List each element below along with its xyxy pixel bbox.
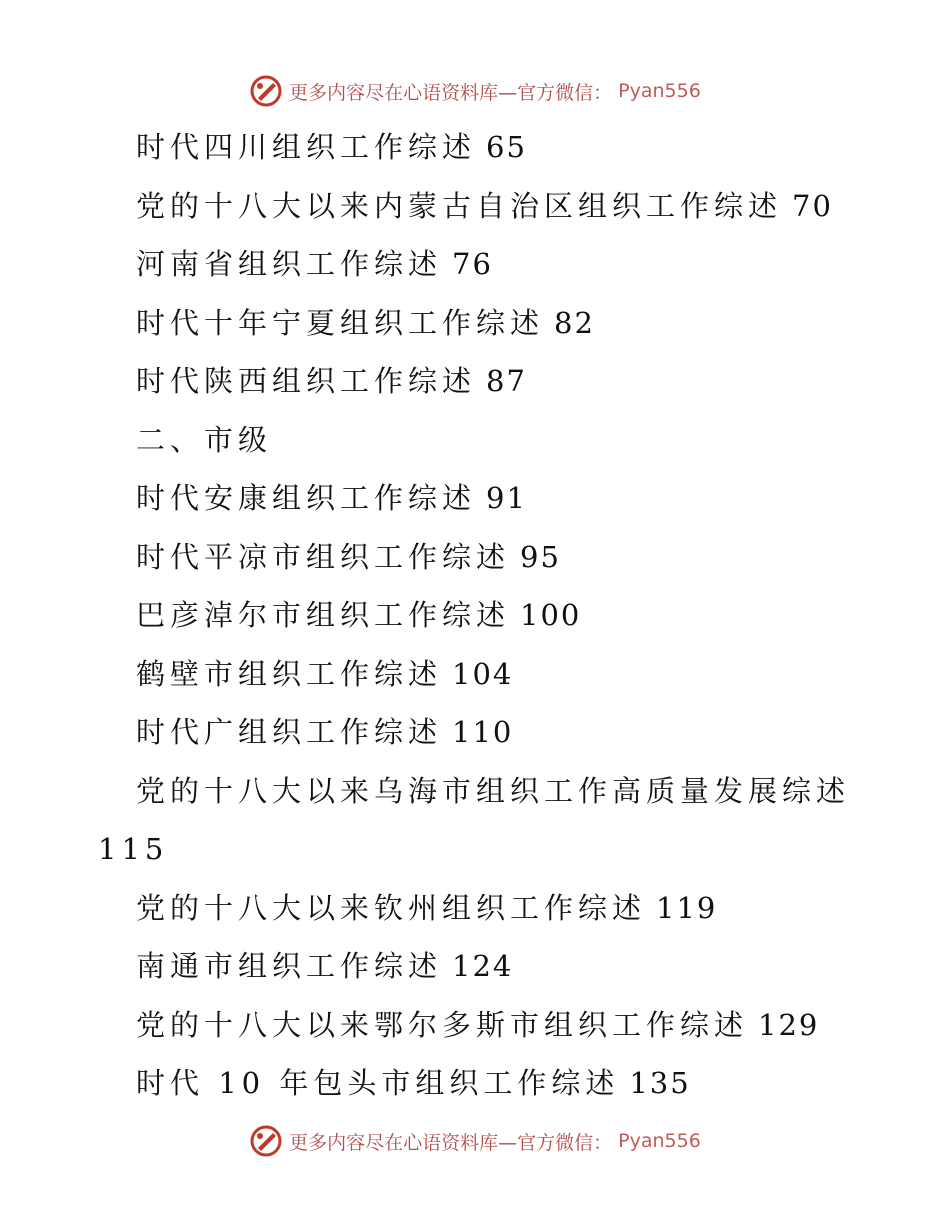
footer-watermark [0,1124,950,1158]
watermark-wechat-id: Pyan556 [618,1130,701,1152]
toc-title: 党的十八大以来内蒙古自治区组织工作综述 [136,188,783,223]
toc-title: 党的十八大以来乌海市组织工作高质量发展综述 [136,773,851,808]
toc-page-number: 100 [520,598,582,632]
toc-entry [0,294,950,353]
toc-entry [0,528,950,587]
toc-title: 南通市组织工作综述 [136,949,443,983]
toc-entry [0,645,950,704]
toc-entry [0,118,950,177]
toc-entry [0,469,950,528]
toc-entry [0,177,950,236]
toc-page-number: 124 [452,949,514,983]
table-of-contents [0,118,950,1113]
toc-entry [0,879,950,938]
toc-page-number: 119 [656,890,718,925]
toc-page-number: 110 [452,715,514,749]
toc-entry [0,703,950,762]
toc-entry [0,235,950,294]
watermark-text: 更多内容尽在心语资料库—官方微信： [289,1131,613,1154]
toc-section-heading [0,411,950,470]
toc-title: 时代安康组织工作综述 [136,481,477,515]
toc-title: 时代 10 年包头市组织工作综述 [136,1066,620,1100]
toc-title: 时代十年宁夏组织工作综述 [136,305,545,340]
toc-title: 党的十八大以来钦州组织工作综述 [136,890,647,925]
toc-page-number: 82 [554,305,595,340]
toc-entry [0,762,950,821]
toc-entry [0,996,950,1055]
toc-page-number: 135 [629,1066,691,1100]
section-title: 二、市级 [136,422,273,457]
toc-title: 鹤壁市组织工作综述 [136,656,443,691]
toc-page-number: 95 [520,539,561,574]
watermark-wechat-id: Pyan556 [618,80,701,102]
toc-page-number: 65 [486,130,527,164]
toc-page-number: 104 [452,656,514,691]
toc-title: 巴彦淖尔市组织工作综述 [136,598,511,632]
toc-title: 时代陕西组织工作综述 [136,364,477,398]
toc-page-number: 91 [486,481,527,515]
header-watermark [0,74,950,108]
logo-icon [249,74,283,108]
toc-page-number: 70 [792,188,833,223]
logo-icon [249,1124,283,1158]
toc-page-number: 129 [758,1007,820,1042]
toc-entry [0,352,950,411]
toc-title: 时代四川组织工作综述 [136,130,477,164]
toc-page-number: 76 [452,247,493,281]
toc-title: 时代广组织工作综述 [136,715,443,749]
toc-entry [0,586,950,645]
toc-entry [0,1054,950,1113]
toc-page-number: 115 [98,832,169,866]
toc-entry [0,937,950,996]
watermark-text: 更多内容尽在心语资料库—官方微信： [289,81,613,104]
toc-title: 河南省组织工作综述 [136,247,443,281]
toc-page-number: 87 [486,364,527,398]
toc-title: 时代平凉市组织工作综述 [136,539,511,574]
toc-entry-continuation [0,820,950,879]
toc-title: 党的十八大以来鄂尔多斯市组织工作综述 [136,1007,749,1042]
